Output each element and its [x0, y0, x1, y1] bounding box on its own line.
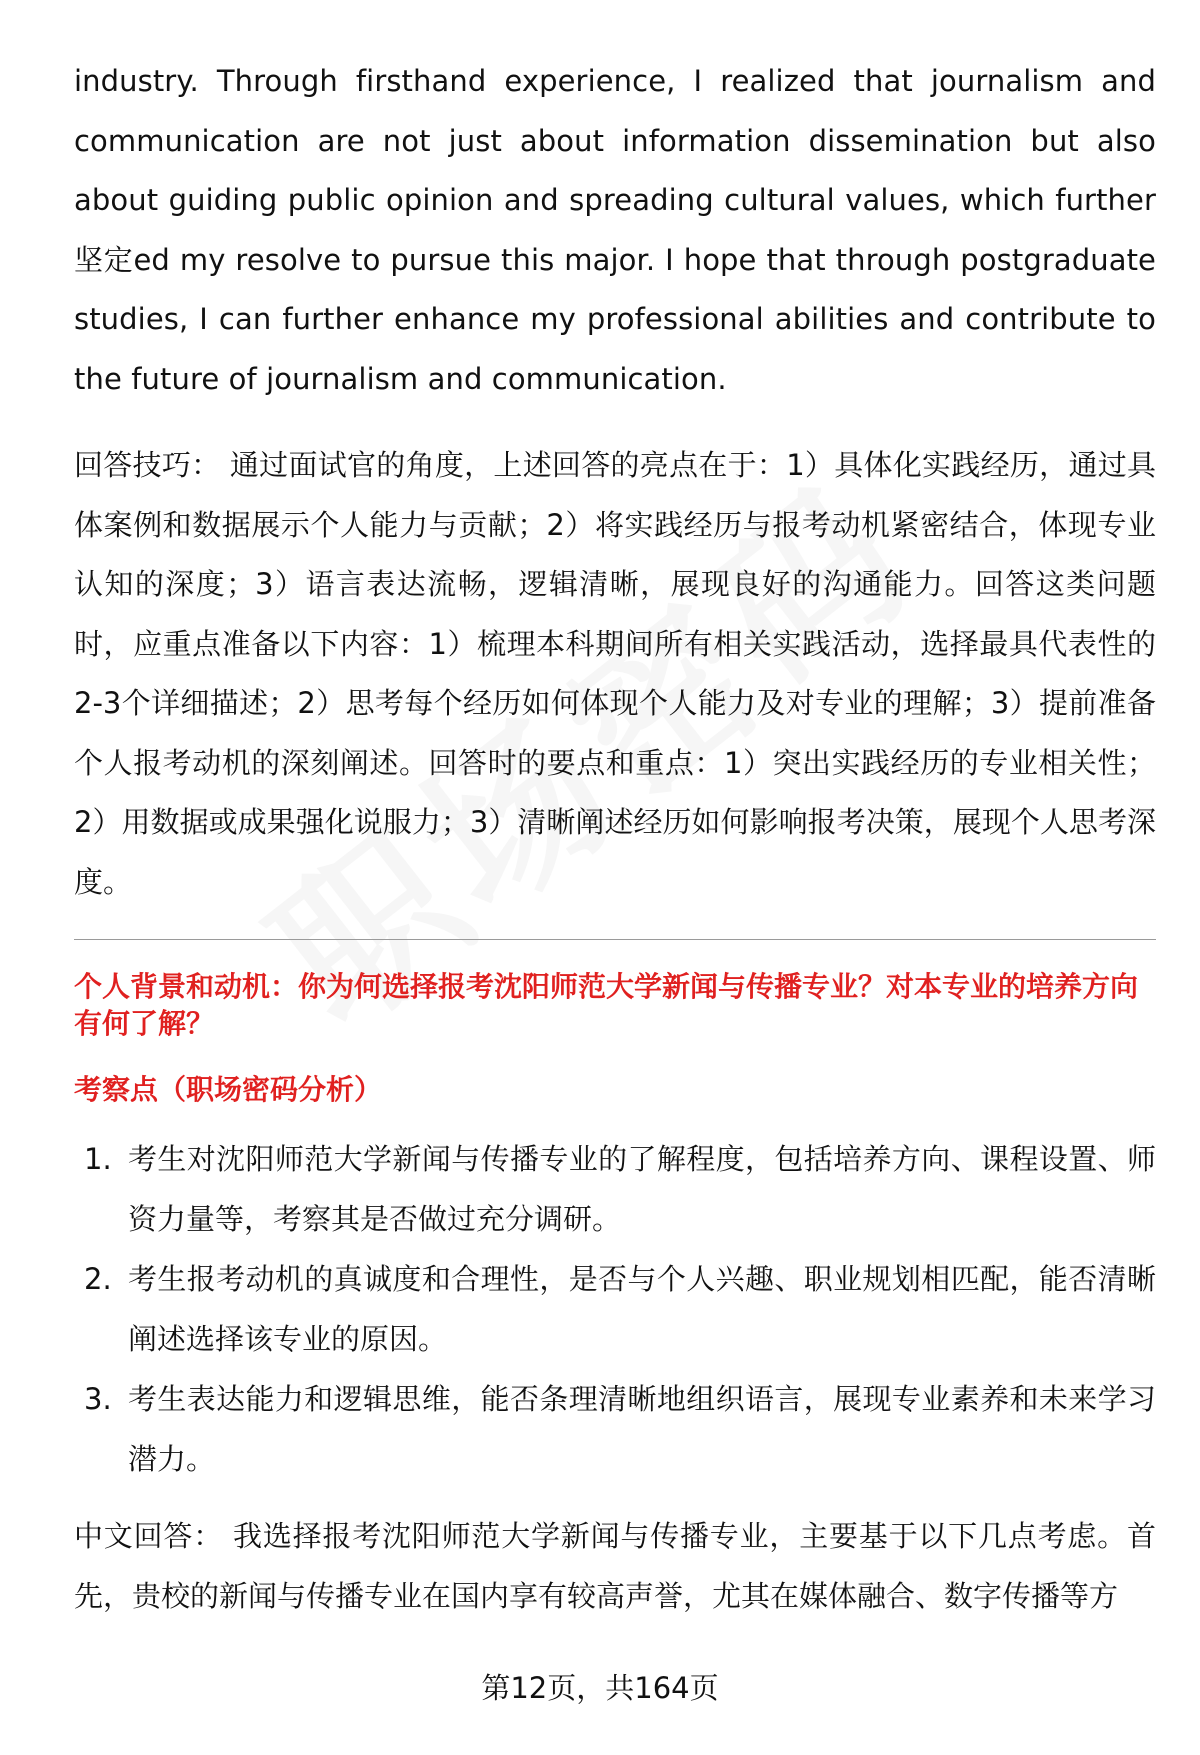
list-item-number: 2.	[84, 1262, 112, 1296]
list-item	[74, 1129, 1156, 1249]
chinese-answer-label: 中文回答：	[74, 1519, 223, 1553]
section-divider	[74, 939, 1156, 940]
answer-tips-text: 通过面试官的角度，上述回答的亮点在于：1）具体化实践经历，通过具体案例和数据展示个人能力与贡献；2）将实践经历与报考动机紧密结合，体现专业认知的深度；3）语言表达流畅，逻辑清晰，展现良好的沟通能力。回答这类问题时，应重点准备以下内容：1）梳理本科期间所有相关实践活动，选择最具代表性的2-3个详细描述；2）思考每个经历如何体现个人能力及对专业的理解；3）提前准备个人报考动机的深刻阐述。回答时的要点和重点：1）突出实践经历的专业相关性；2）用数据或成果强化说服力；3）清晰阐述经历如何影响报考决策，展现个人思考深度。	[74, 448, 1156, 899]
list-item	[74, 1369, 1156, 1489]
question-title: 个人背景和动机：你为何选择报考沈阳师范大学新闻与传播专业？对本专业的培养方向有何了解？	[74, 970, 1139, 1040]
list-item-number: 1.	[84, 1142, 112, 1176]
answer-tips-paragraph	[74, 436, 1156, 912]
answer-tips-label: 回答技巧：	[74, 448, 221, 482]
list-item	[74, 1249, 1156, 1369]
assessment-points-list	[74, 1129, 1156, 1489]
list-item-text: 考生对沈阳师范大学新闻与传播专业的了解程度，包括培养方向、课程设置、师资力量等，考察其是否做过充分调研。	[128, 1142, 1156, 1236]
document-page	[74, 52, 1156, 1626]
intro-paragraph: industry. Through firsthand experience, I realized that journalism and communication are not just about information dissemination but also about guiding public opinion and spreading cultural values, which further坚定ed my resolve to pursue this major. I hope that through postgraduate studies, I can further enhance my professional abilities and contribute to the future of journalism and communication.	[74, 64, 1156, 396]
list-item-text: 考生报考动机的真诚度和合理性，是否与个人兴趣、职业规划相匹配，能否清晰阐述选择该专业的原因。	[128, 1262, 1156, 1356]
list-item-number: 3.	[84, 1382, 112, 1416]
assessment-points-heading: 考察点（职场密码分析）	[74, 1073, 383, 1106]
list-item-text: 考生表达能力和逻辑思维，能否条理清晰地组织语言，展现专业素养和未来学习潜力。	[128, 1382, 1156, 1476]
chinese-answer-text: 我选择报考沈阳师范大学新闻与传播专业，主要基于以下几点考虑。首先，贵校的新闻与传播专业在国内享有较高声誉，尤其在媒体融合、数字传播等方	[74, 1519, 1156, 1613]
page-number-footer: 第12页，共164页	[481, 1671, 719, 1705]
chinese-answer-paragraph	[74, 1507, 1156, 1626]
